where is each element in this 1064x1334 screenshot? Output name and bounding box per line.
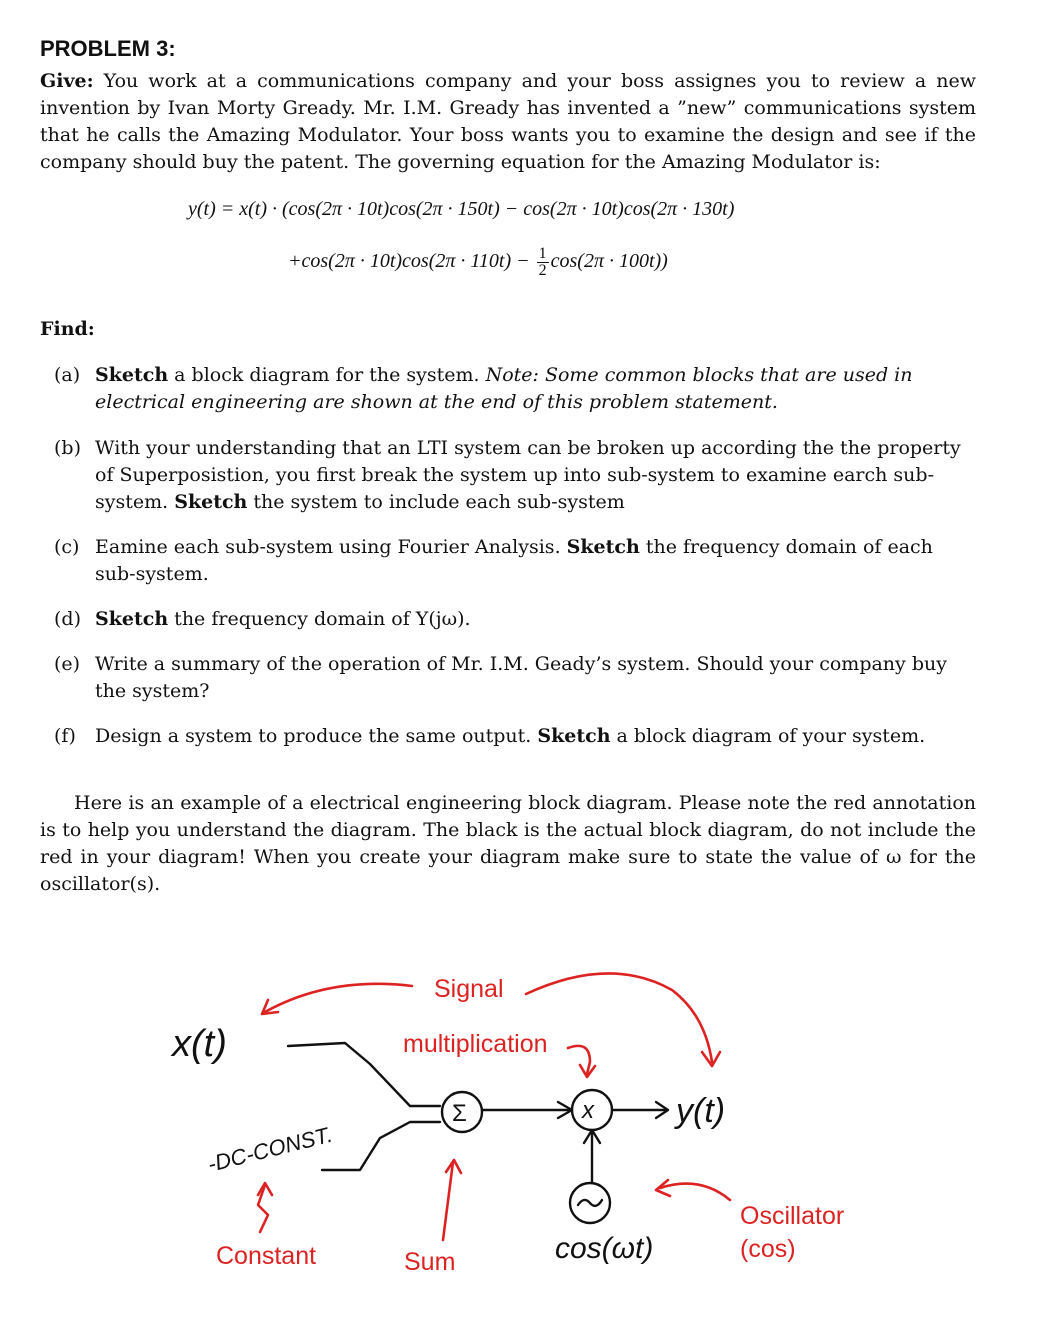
- part-a: [54, 362, 976, 416]
- constant-arrowhead: [258, 1183, 272, 1195]
- problem-title: PROBLEM 3:: [40, 36, 176, 61]
- part-e-text: Write a summary of the operation of Mr. I.M. Geady’s system. Should your company buy the system?: [95, 653, 947, 702]
- fraction-denominator: 2: [538, 262, 547, 279]
- part-d-text: the frequency domain of Y(jω).: [168, 608, 471, 630]
- part-b-text2: the system to include each sub-system: [247, 491, 625, 513]
- equation-fraction: [537, 246, 549, 279]
- sum-label: Sum: [404, 1248, 456, 1276]
- equation-line-1: y(t) = x(t) · (cos(2π · 10t)cos(2π · 150t) − cos(2π · 10t)cos(2π · 130t): [188, 198, 735, 220]
- sum-arrow: [443, 1162, 453, 1240]
- dc-line: [322, 1122, 440, 1170]
- equation-line-2-a: +cos(2π · 10t)cos(2π · 110t) −: [288, 250, 530, 273]
- part-d-label: (d): [54, 608, 81, 630]
- give-paragraph: [40, 68, 976, 176]
- constant-arrow: [258, 1185, 268, 1232]
- output-signal-label: y(t): [676, 1092, 726, 1130]
- mult-circle: [572, 1090, 612, 1130]
- signal-arrow-left: [265, 984, 412, 1012]
- find-label: Find:: [40, 318, 95, 340]
- part-c-bold: Sketch: [566, 536, 640, 558]
- example-text: Here is an example of a electrical engineering block diagram. Please note the red annotation is to help you understand the diagram. The black is the actual block diagram, do not include the red in your diagram! When you create your diagram make sure to state the value of ω for the oscillator(s).: [40, 792, 976, 895]
- part-a-text: a block diagram for the system.: [168, 364, 486, 386]
- part-f-text2: a block diagram of your system.: [610, 725, 926, 747]
- equation-line-2: [288, 246, 668, 279]
- oscillator-cos-label: (cos): [740, 1235, 796, 1263]
- part-b-text: With your understanding that an LTI system can be broken up according the the property of Superposistion, you first break the system up into sub-system to examine earch sub-system.: [95, 437, 961, 513]
- problem-page: [40, 36, 976, 895]
- sum-arrowhead: [446, 1160, 461, 1173]
- part-f-bold: Sketch: [537, 725, 611, 747]
- mult-symbol: x: [582, 1097, 594, 1124]
- mult-arrowhead: [580, 1065, 595, 1077]
- part-c-label: (c): [54, 536, 80, 558]
- part-e: [54, 651, 976, 705]
- oscillator-cos-wt-label: cos(ωt): [555, 1232, 654, 1265]
- part-a-label: (a): [54, 364, 81, 386]
- part-a-note: Note: Some common blocks that are used in electrical engineering are shown at the end of this problem statement.: [95, 364, 913, 413]
- part-c-text2: the frequency domain of each sub-system.: [95, 536, 933, 585]
- part-f-text: Design a system to produce the same output.: [95, 725, 538, 747]
- tilde-icon: [578, 1200, 602, 1206]
- fraction-numerator: 1: [538, 245, 547, 262]
- mult-arrow: [568, 1046, 590, 1074]
- oscillator-arrow: [660, 1184, 730, 1200]
- equation-line-2-b: cos(2π · 100t)): [550, 250, 668, 273]
- multiplication-label: multiplication: [403, 1030, 548, 1058]
- signal-arrowhead-left: [262, 1000, 278, 1014]
- part-a-bold: Sketch: [95, 364, 169, 386]
- oscillator-label: Oscillator: [740, 1202, 845, 1230]
- dc-const-label: -DC-CONST.: [205, 1121, 335, 1177]
- part-b-label: (b): [54, 437, 81, 459]
- part-e-label: (e): [54, 653, 81, 675]
- give-label: Give:: [40, 70, 94, 92]
- sum-symbol: Σ: [452, 1100, 467, 1127]
- part-f-label: (f): [54, 725, 76, 747]
- part-b-bold: Sketch: [174, 491, 248, 513]
- oscillator-circle: [570, 1183, 610, 1223]
- input-line: [288, 1043, 440, 1106]
- sum-to-mult-arrowhead: [558, 1102, 572, 1118]
- give-text: You work at a communications company and your boss assignes you to review a new invention by Ivan Morty Gready. Mr. I.M. Gready has invented a ”new” communications system that he calls the Amazing Modulator. Your boss wants you to examine the design and see if the company should buy the patent. The governing equation for the Amazing Modulator is:: [40, 70, 976, 173]
- part-c-text: Eamine each sub-system using Fourier Analysis.: [95, 536, 567, 558]
- osc-to-mult-arrowhead: [584, 1130, 600, 1143]
- example-intro: [40, 790, 976, 898]
- signal-arrow-right: [526, 973, 712, 1062]
- constant-label: Constant: [216, 1242, 317, 1270]
- signal-arrowhead-right: [702, 1052, 720, 1066]
- part-d-bold: Sketch: [95, 608, 169, 630]
- output-arrowhead: [656, 1102, 668, 1118]
- part-f: [54, 723, 976, 750]
- part-b: [54, 435, 976, 516]
- oscillator-arrowhead: [656, 1180, 670, 1196]
- part-c: [54, 534, 976, 588]
- sum-circle: [442, 1092, 482, 1132]
- part-d: [54, 606, 976, 633]
- input-signal-label: x(t): [172, 1023, 227, 1065]
- signal-label: Signal: [434, 975, 504, 1003]
